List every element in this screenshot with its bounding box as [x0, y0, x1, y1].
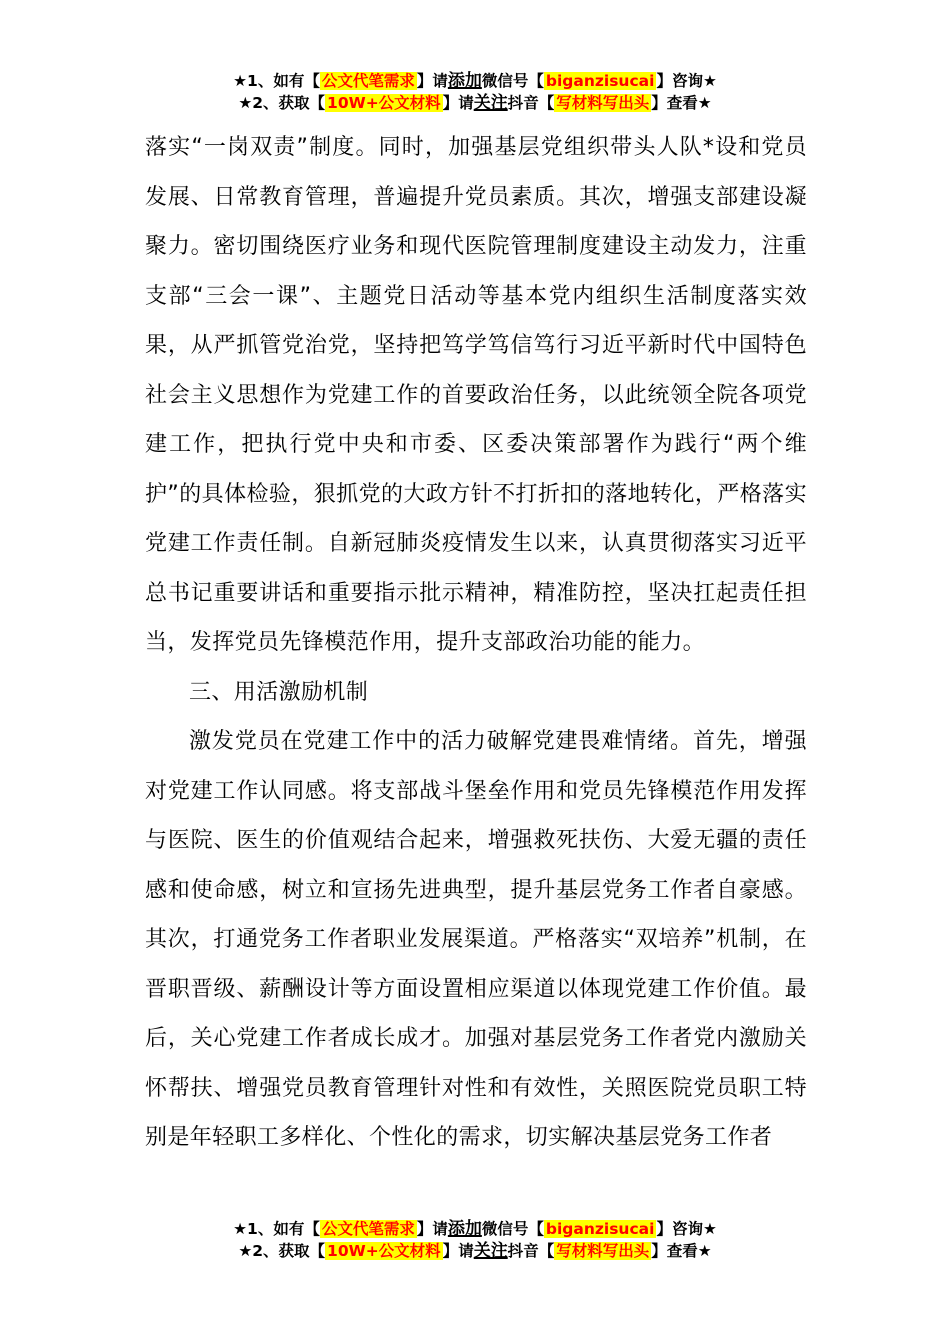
banner-text: 抖音【: [507, 94, 555, 112]
banner-text: 抖音【: [507, 1242, 555, 1260]
banner-highlight: 10W+公文材料: [327, 1242, 441, 1260]
banner-highlight: 公文代笔需求: [321, 72, 415, 90]
banner-underline: 添加: [447, 71, 482, 91]
banner-text: ★2、获取【: [238, 1242, 326, 1260]
footer-banner: [0, 1218, 950, 1262]
banner-text: 微信号【: [481, 1220, 544, 1238]
banner-text: 微信号【: [481, 72, 544, 90]
banner-text: 】查看★: [651, 94, 712, 112]
banner-line-2: [0, 92, 950, 114]
paragraph: 落实“一岗双责”制度。同时，加强基层党组织带头人队*设和党员发展、日常教育管理，普遍提升党员素质。其次，增强支部建设凝聚力。密切围绕医疗业务和现代医院管理制度建设主动发力，注重支部“三会一课”、主题党日活动等基本党内组织生活制度落实效果，从严抓管党治党，坚持把笃学笃信笃行习近平新时代中国特色社会主义思想作为党建工作的首要政治任务，以此统领全院各项党建工作，把执行党中央和市委、区委决策部署作为践行“两个维护”的具体检验，狠抓党的大政方针不打折扣的落地转化，严格落实党建工作责任制。自新冠肺炎疫情发生以来，认真贯彻落实习近平总书记重要讲话和重要指示批示精神，精准防控，坚决扛起责任担当，发挥党员先锋模范作用，提升支部政治功能的能力。: [145, 135, 807, 655]
banner-line-1: [0, 70, 950, 92]
banner-text: 】咨询★: [656, 1220, 717, 1238]
banner-highlight: 写材料写出头: [556, 1242, 650, 1260]
banner-line-2: [0, 1240, 950, 1262]
banner-line-1: [0, 1218, 950, 1240]
banner-wechat-id: biganzisucai: [545, 72, 655, 90]
banner-wechat-id: biganzisucai: [545, 1220, 655, 1238]
banner-highlight: 写材料写出头: [556, 94, 650, 112]
banner-text: ★1、如有【: [233, 1220, 320, 1238]
banner-text: 】请: [416, 72, 448, 90]
header-banner: [0, 70, 950, 114]
banner-text: 】请: [442, 1242, 474, 1260]
document-body: [145, 123, 807, 1163]
banner-highlight: 10W+公文材料: [327, 94, 441, 112]
banner-underline: 关注: [473, 93, 508, 113]
banner-underline: 关注: [473, 1241, 508, 1261]
banner-text: 】查看★: [651, 1242, 712, 1260]
banner-text: ★1、如有【: [233, 72, 320, 90]
banner-highlight: 公文代笔需求: [321, 1220, 415, 1238]
banner-text: 】请: [442, 94, 474, 112]
section-heading: 三、用活激励机制: [189, 679, 369, 705]
banner-text: 】请: [416, 1220, 448, 1238]
banner-text: 】咨询★: [656, 72, 717, 90]
paragraph: 激发党员在党建工作中的活力破解党建畏难情绪。首先，增强对党建工作认同感。将支部战斗堡垒作用和党员先锋模范作用发挥与医院、医生的价值观结合起来，增强救死扶伤、大爱无疆的责任感和使命感，树立和宣扬先进典型，提升基层党务工作者自豪感。其次，打通党务工作者职业发展渠道。严格落实“双培养”机制，在晋职晋级、薪酬设计等方面设置相应渠道以体现党建工作价值。最后，关心党建工作者成长成才。加强对基层党务工作者党内激励关怀帮扶、增强党员教育管理针对性和有效性，关照医院党员职工特别是年轻职工多样化、个性化的需求，切实解决基层党务工作者: [145, 729, 807, 1150]
banner-underline: 添加: [447, 1219, 482, 1239]
banner-text: ★2、获取【: [238, 94, 326, 112]
